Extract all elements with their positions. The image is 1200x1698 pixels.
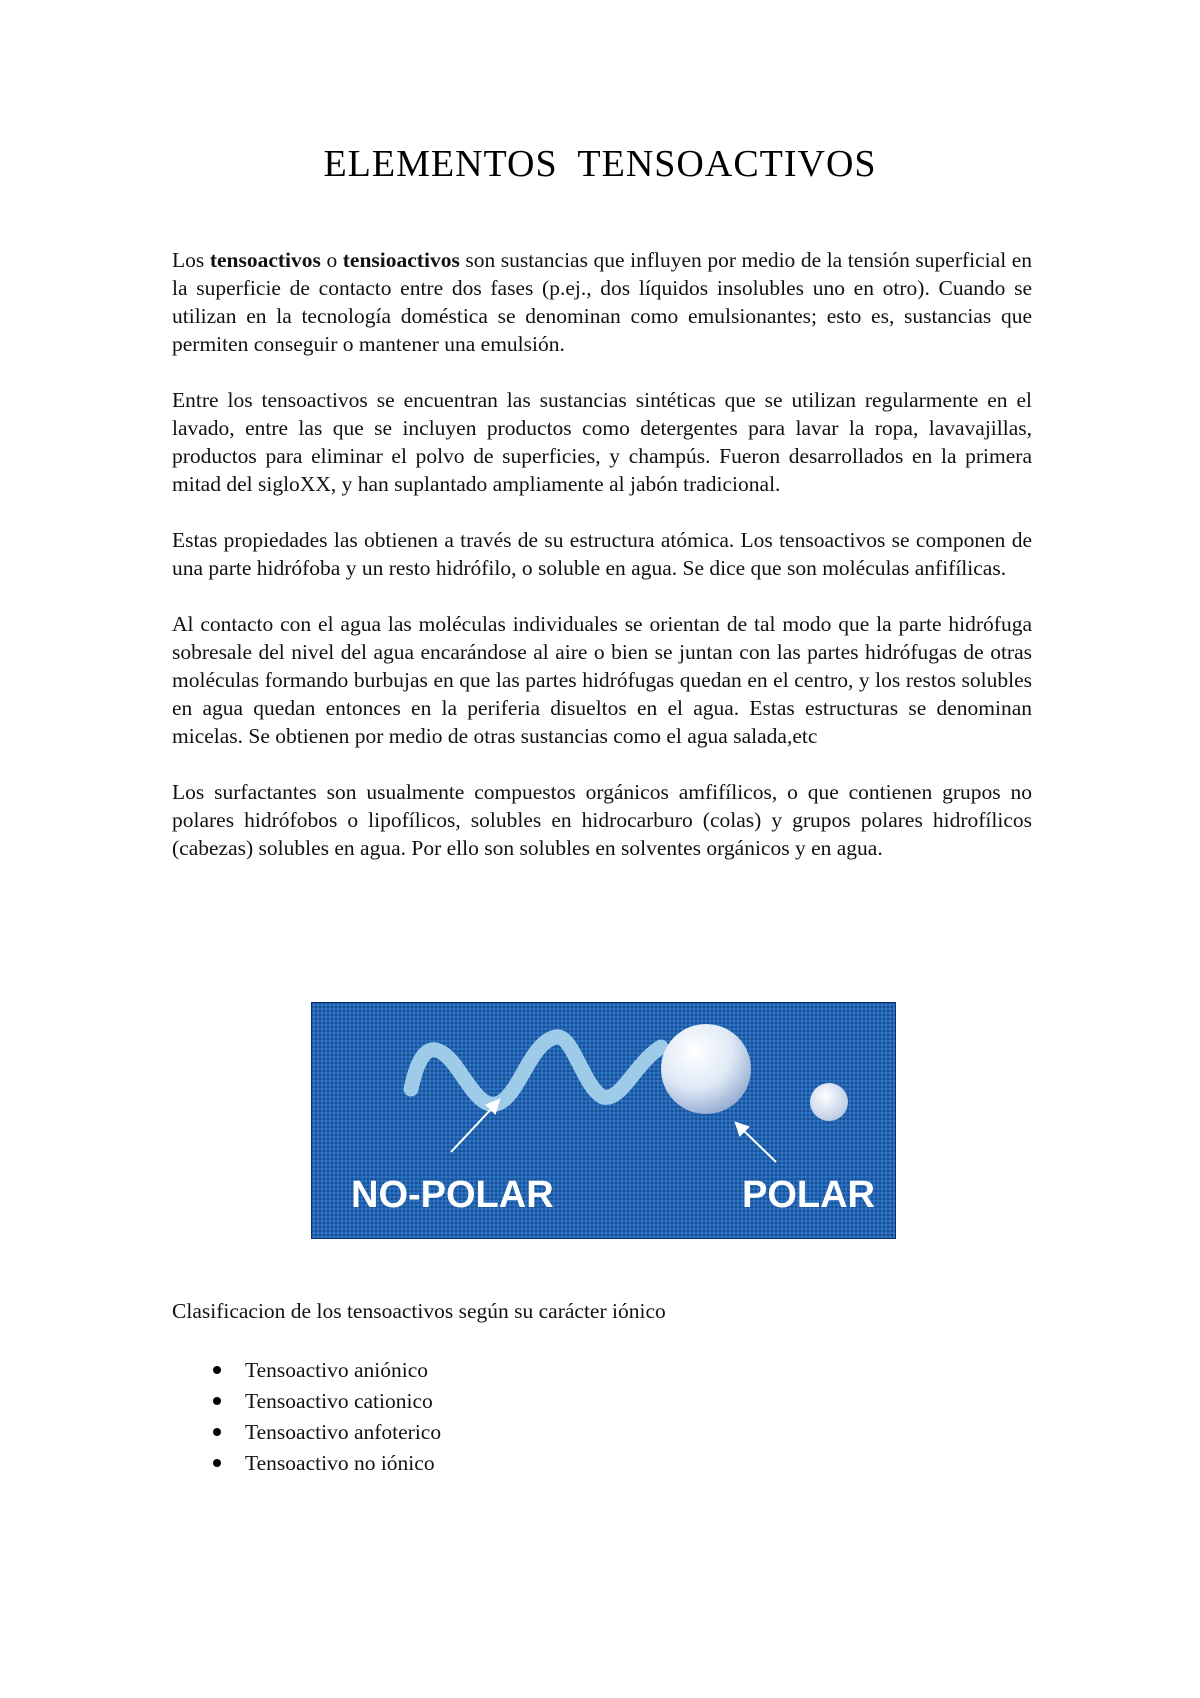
body-text [172,246,1032,890]
surfactant-molecule-figure [311,1002,896,1239]
list-item-text: Tensoactivo anfoterico [245,1420,442,1444]
polar-head [661,1024,751,1114]
intro-text-3: son sustancias que influyen por medio de la tensión superficial en la superficie de contacto entre dos fases (p.ej., dos líquidos insolubles uno en otro). Cuando se utilizan en la tecnología doméstica se denominan como emulsionantes; esto es, sustancias que permiten conseguir o mantener una emulsión. [172,248,1033,356]
list-item-text: Tensoactivo cationico [245,1389,433,1413]
intro-paragraph [172,246,1032,358]
intro-bold-term-1: tensoactivos [209,248,321,272]
label-no-polar: NO-POLAR [351,1174,554,1216]
small-sphere [810,1083,848,1121]
list-item [210,1448,441,1479]
intro-text-1: Los [172,248,210,272]
bullet-icon [213,1459,221,1467]
list-item [210,1417,441,1448]
paragraph: Entre los tensoactivos se encuentran las sustancias sintéticas que se utilizan regularmente en el lavado, entre las que se incluyen productos como detergentes para lavar la ropa, lavavajillas, productos para eliminar el polvo de superficies, y champús. Fueron desarrollados en la primera mitad del sigloXX, y han suplantado ampliamente al jabón tradicional. [172,388,1032,496]
bullet-icon [213,1366,221,1374]
list-item [210,1386,441,1417]
paragraph: Los surfactantes son usualmente compuestos orgánicos amfifílicos, o que contienen grupos no polares hidrófobos o lipofílicos, solubles en hidrocarburo (colas) y grupos polares hidrofílicos (cabezas) solubles en agua. Por ello son solubles en solventes orgánicos y en agua. [172,780,1032,860]
intro-text-2: o [320,248,343,272]
paragraph: Al contacto con el agua las moléculas individuales se orientan de tal modo que la parte hidrófuga sobresale del nivel del agua encarándose al aire o bien se juntan con las partes hidrófugas de otras moléculas formando burbujas en que las partes hidrófugas quedan en el centro, y los restos solubles en agua quedan entonces en la periferia disueltos en el agua. Estas estructuras se denominan micelas. Se obtienen por medio de otras sustancias como el agua salada,etc [172,612,1032,748]
bullet-icon [213,1397,221,1405]
bullet-icon [213,1428,221,1436]
list-item [210,1355,441,1386]
classification-heading: Clasificacion de los tensoactivos según su carácter iónico [172,1299,666,1323]
label-polar: POLAR [742,1174,875,1216]
classification-list [210,1355,441,1479]
page-title: ELEMENTOS TENSOACTIVOS [323,143,877,185]
list-item-text: Tensoactivo no iónico [245,1451,435,1475]
list-item-text: Tensoactivo aniónico [245,1358,428,1382]
paragraph: Estas propiedades las obtienen a través de su estructura atómica. Los tensoactivos se componen de una parte hidrófoba y un resto hidrófilo, o soluble en agua. Se dice que son moléculas anfifílicas. [172,528,1032,580]
intro-bold-term-2: tensioactivos [342,248,460,272]
